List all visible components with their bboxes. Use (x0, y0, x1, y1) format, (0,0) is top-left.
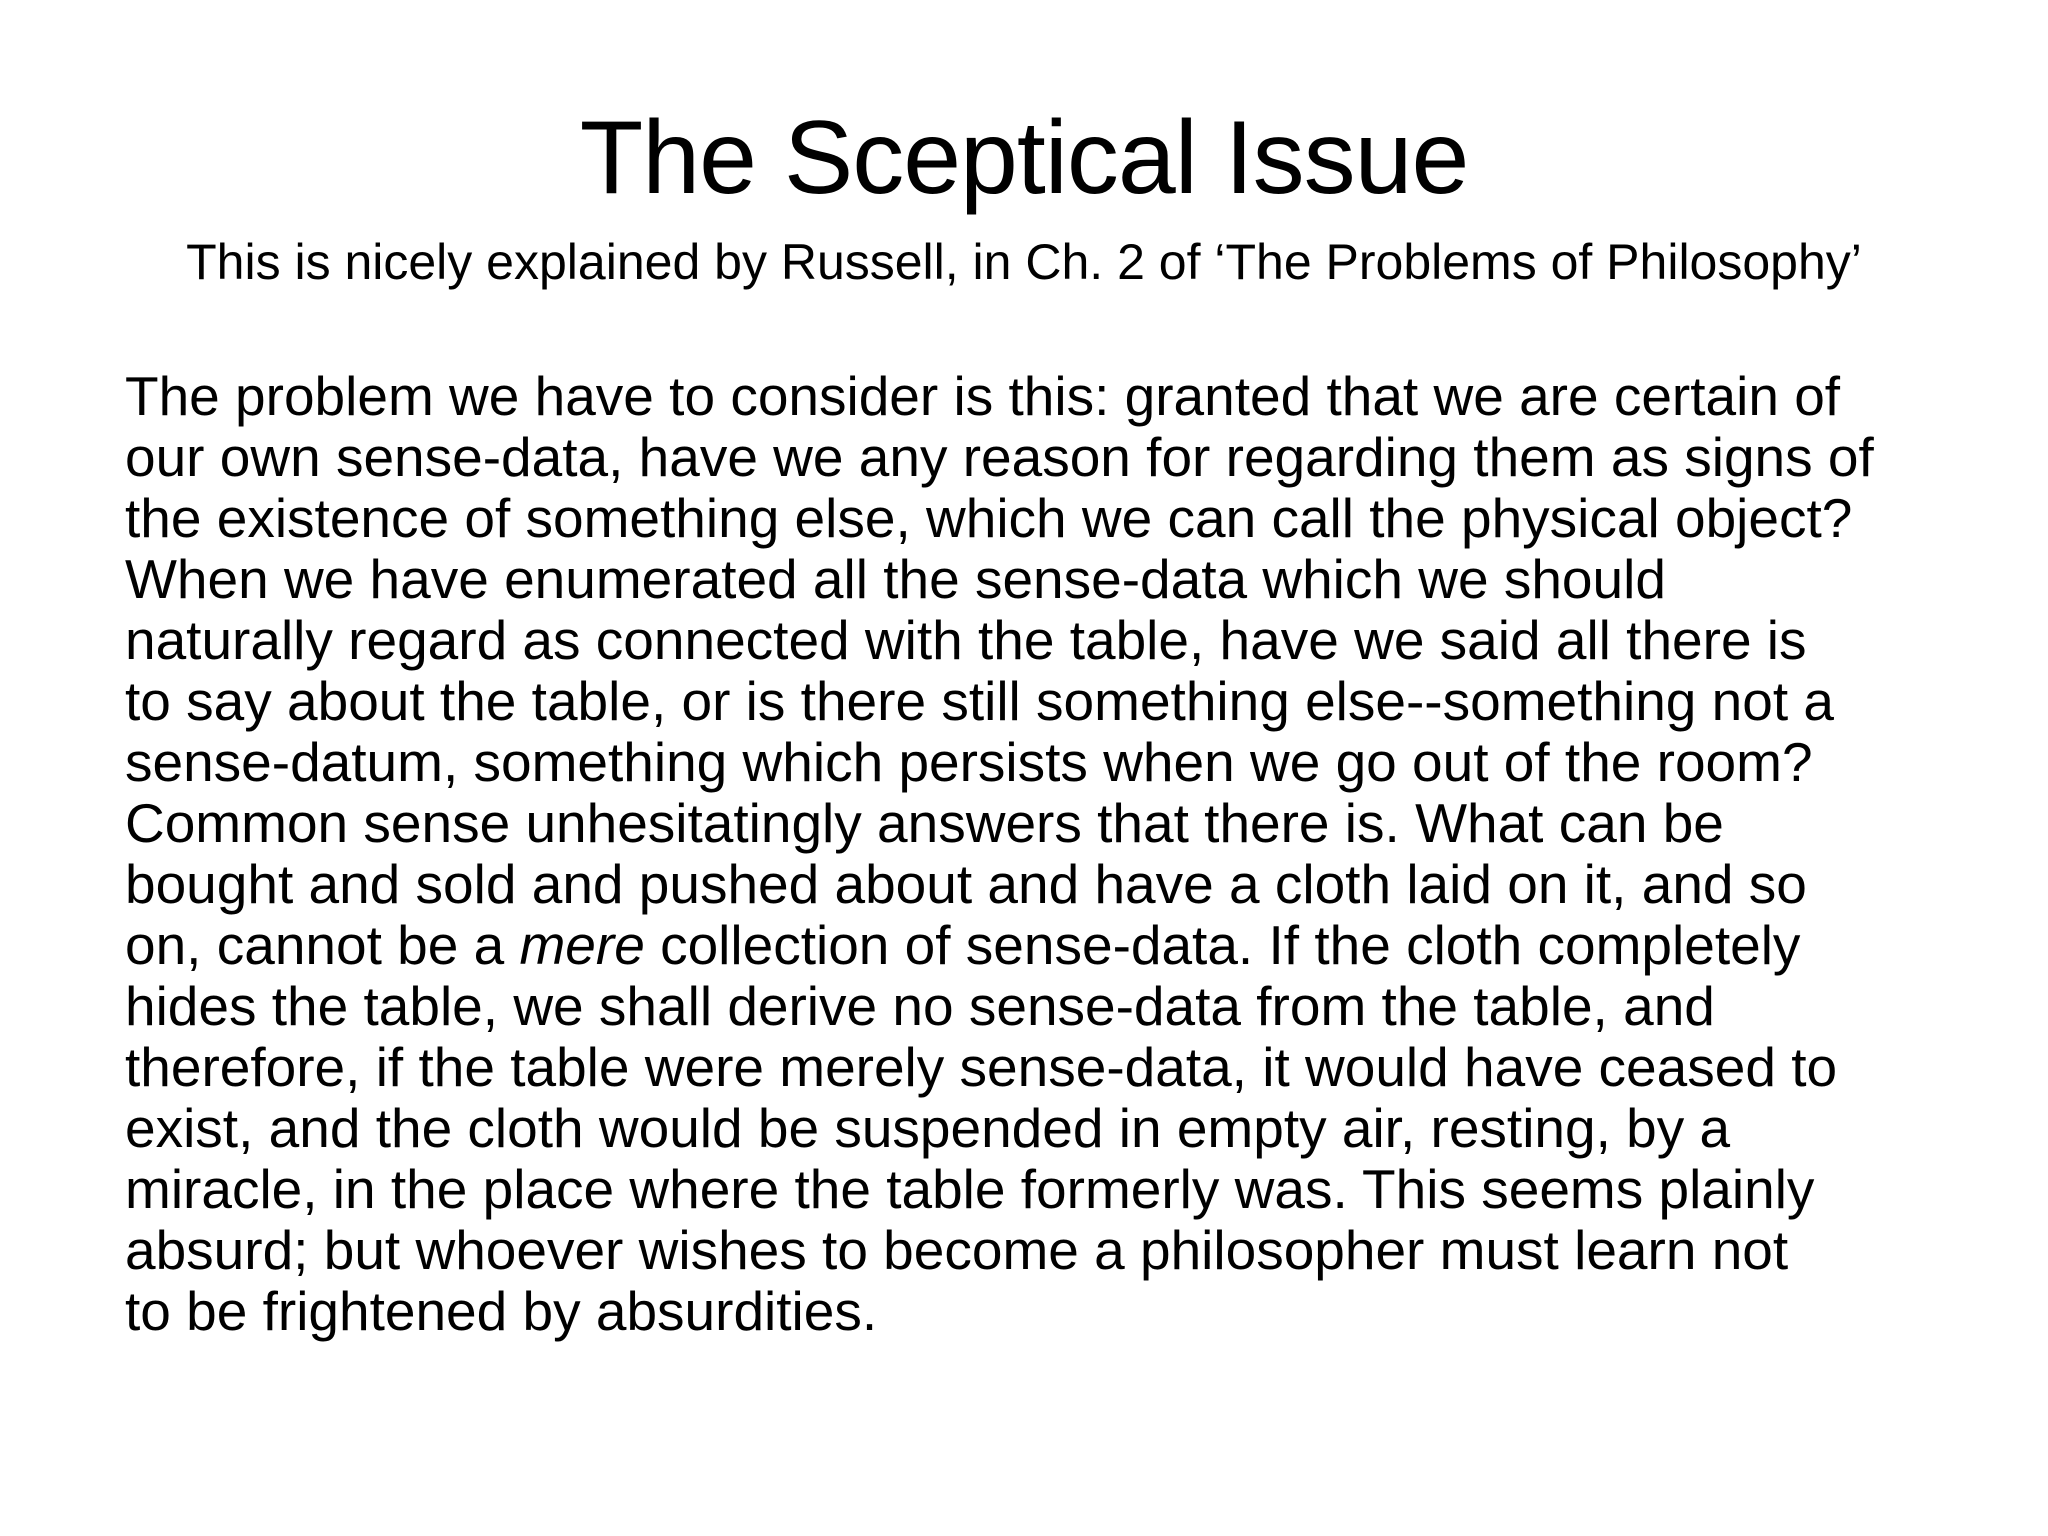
quote-line-before-emphasis: on, cannot be a (125, 914, 520, 976)
quote-line-with-emphasis (125, 915, 1985, 976)
emphasized-word: mere (519, 914, 645, 976)
quote-line: therefore, if the table were merely sense-data, it would have ceased to (125, 1036, 1838, 1098)
quote-line: absurd; but whoever wishes to become a philosopher must learn not (125, 1219, 1789, 1281)
quote-line-after-emphasis: collection of sense-data. If the cloth completely (644, 914, 1801, 976)
slide-subtitle: This is nicely explained by Russell, in Ch. 2 of ‘The Problems of Philosophy’ (186, 234, 1862, 290)
quote-line: When we have enumerated all the sense-data which we should (125, 548, 1666, 610)
quote-line: our own sense-data, have we any reason for regarding them as signs of (125, 426, 1874, 488)
quote-line: exist, and the cloth would be suspended in empty air, resting, by a (125, 1097, 1731, 1159)
quote-line: the existence of something else, which we can call the physical object? (125, 487, 1853, 549)
quote-line: naturally regard as connected with the table, have we said all there is (125, 609, 1807, 671)
quote-line: to say about the table, or is there still something else--something not a (125, 670, 1834, 732)
quote-line: to be frightened by absurdities. (125, 1280, 878, 1342)
quote-line: Common sense unhesitatingly answers that there is. What can be (125, 792, 1724, 854)
slide-title: The Sceptical Issue (579, 100, 1469, 216)
russell-quote (125, 366, 1985, 1342)
quote-line: sense-datum, something which persists when we go out of the room? (125, 731, 1813, 793)
quote-line: hides the table, we shall derive no sense-data from the table, and (125, 975, 1715, 1037)
quote-line: miracle, in the place where the table formerly was. This seems plainly (125, 1158, 1815, 1220)
quote-line: bought and sold and pushed about and have a cloth laid on it, and so (125, 853, 1807, 915)
quote-line: The problem we have to consider is this: granted that we are certain of (125, 365, 1841, 427)
